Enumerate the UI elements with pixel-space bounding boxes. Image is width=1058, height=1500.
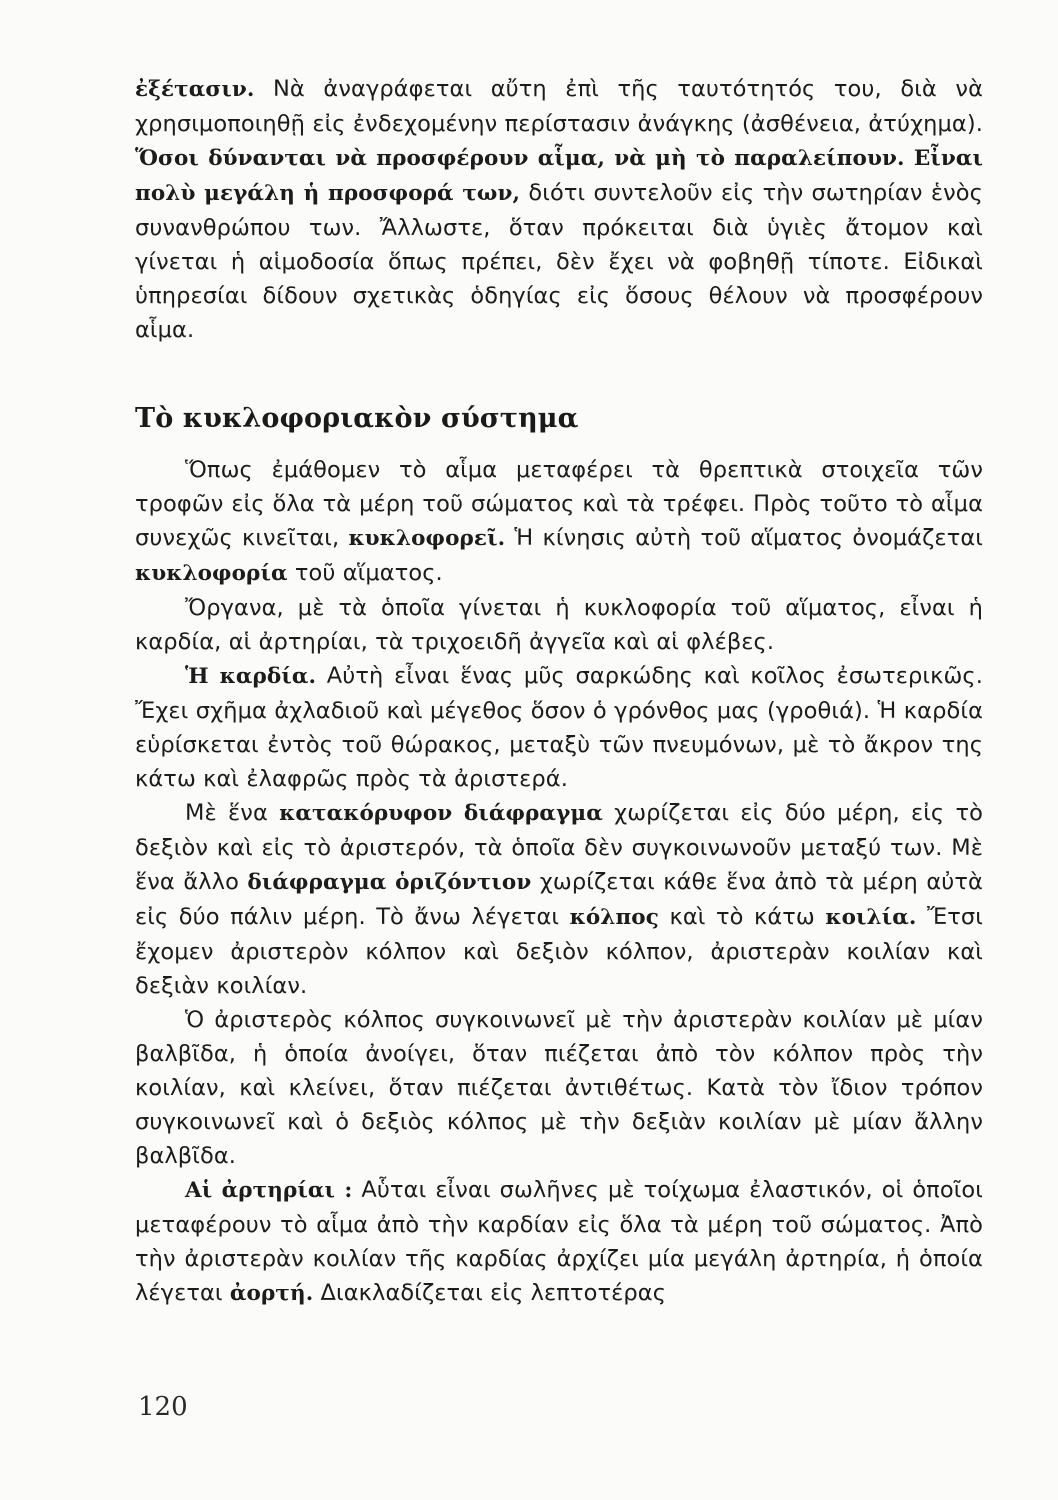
paragraph-valves: Ὁ ἀριστερὸς κόλπος συγκοινωνεῖ μὲ τὴν ἀριστερὰν κοιλίαν μὲ μίαν βαλβῖδα, ἡ ὁποία ἀνοίγει, ὅταν πιέζεται ἀπὸ τὸν κόλπον πρὸς τὴν κοιλίαν, καὶ κλείνει, ὅταν πιέζεται ἀντιθέτως. Κατὰ τὸν ἴδιον τρόπον συγκοινωνεῖ καὶ ὁ δεξιὸς κόλπος μὲ τὴν δεξιὰν κοιλίαν μὲ μίαν ἄλλην βαλβῖδα. (135, 1007, 983, 1169)
text-run: Μὲ ἕνα (185, 800, 280, 826)
text-run: Ἡ κίνησις αὐτὴ τοῦ αἵματος ὀνομάζεται (505, 525, 983, 551)
text-run: διότι συντελοῦν εἰς τὴν σωτηρίαν ἑνὸς συνανθρώπου των. Ἄλλωστε, ὅταν πρόκειται διὰ ὑγιὲς ἄτομον καὶ γίνεται ἡ αἱμοδοσία ὅπως πρέπει, δὲν ἔχει νὰ φοβηθῇ τίποτε. Εἰδικαὶ ὑπηρεσίαι δίδουν σχετικὰς ὁδηγίας εἰς ὅσους θέλουν νὰ προσφέρουν αἷμα. (135, 180, 983, 343)
bold-term: κυκλοφορία (135, 561, 288, 586)
paragraph-blood-donation (135, 72, 983, 347)
bold-term: κοιλία. (825, 905, 917, 930)
paragraph-heart (135, 659, 983, 796)
text-run: χωρίζεται εἰς δύο μέρη, εἰς τὸ δεξιὸν καὶ εἰς τὸ ἀριστερόν, τὰ ὁποῖα δὲν συγκοινωνοῦν μεταξύ των. Μὲ ἕνα ἄλλο (135, 800, 984, 895)
paragraph-arteries (135, 1173, 983, 1311)
text-run: Διακλαδίζεται εἰς λεπτοτέρας (313, 1280, 666, 1306)
bold-term: ἀορτή. (229, 1281, 314, 1306)
paragraph-organs: Ὄργανα, μὲ τὰ ὁποῖα γίνεται ἡ κυκλοφορία τοῦ αἵματος, εἶναι ἡ καρδία, αἱ ἀρτηρίαι, τὰ τριχοειδῆ ἀγγεῖα καὶ αἱ φλέβες. (135, 595, 983, 655)
bold-term: κατακόρυφον διάφραγμα (279, 801, 603, 826)
text-run: Ἔτσι ἔχομεν ἀριστερὸν κόλπον καὶ δεξιὸν κόλπον, ἀριστερὰν κοιλίαν καὶ δεξιὰν κοιλίαν. (135, 904, 984, 999)
page-number: 120 (138, 1392, 188, 1422)
text-run: Αὗται εἶναι σωλῆνες μὲ τοίχωμα ἐλαστικόν, οἱ ὁποῖοι μεταφέρουν τὸ αἷμα ἀπὸ τὴν καρδίαν εἰς ὅλα τὰ μέρη τοῦ σώματος. Ἀπὸ τὴν ἀριστερὰν κοιλίαν τῆς καρδίας ἀρχίζει μία μεγάλη ἀρτηρία, ἡ ὁποία λέγεται (135, 1177, 983, 1306)
bold-emphasis: Ὅσοι δύνανται νὰ προσφέρουν αἷμα, νὰ μὴ τὸ παραλείπουν. Εἶναι πολὺ μεγάλη ἡ προσφορά των, (135, 146, 983, 206)
section-heading: Τὸ κυκλοφοριακὸν σύστημα (135, 403, 579, 434)
body-text (135, 72, 983, 1311)
text-run: Αὐτὴ εἶναι ἕνας μῦς σαρκώδης καὶ κοῖλος ἐσωτερικῶς. Ἔχει σχῆμα ἀχλαδιοῦ καὶ μέγεθος ὅσον ὁ γρόνθος μας (γροθιά). Ἡ καρδία εὑρίσκεται ἐντὸς τοῦ θώρακος, μεταξὺ τῶν πνευμόνων, μὲ τὸ ἄκρον της κάτω καὶ ἐλαφρῶς πρὸς τὰ ἀριστερά. (135, 663, 983, 792)
text-run: χωρίζεται κάθε ἕνα ἀπὸ τὰ μέρη αὐτὰ εἰς δύο πάλιν μέρη. Τὸ ἄνω λέγεται (135, 869, 983, 930)
bold-term: Αἱ ἀρτηρίαι : (185, 1178, 353, 1203)
paragraph-diaphragm (135, 796, 983, 1003)
bold-term: διάφραγμα ὁριζόντιον (247, 870, 532, 895)
text-run: Νὰ ἀναγράφεται αὔτη ἐπὶ τῆς ταυτότητός του, διὰ νὰ χρησιμοποιηθῇ εἰς ἐνδεχομένην περίστασιν ἀνάγκης (ἀσθένεια, ἀτύχημα). (135, 76, 983, 137)
text-run: Ὅπως ἐμάθομεν τὸ αἷμα μεταφέρει τὰ θρεπτικὰ στοιχεῖα τῶν τροφῶν εἰς ὅλα τὰ μέρη τοῦ σώματος καὶ τὰ τρέφει. Πρὸς τοῦτο τὸ αἷμα συνεχῶς κινεῖται, (135, 457, 983, 551)
text-run: καὶ τὸ κάτω (658, 904, 826, 930)
bold-term: Ἡ καρδία. (185, 664, 317, 689)
bold-term: κόλπος (569, 905, 659, 930)
text-run: τοῦ αἵματος. (287, 560, 443, 586)
bold-term: κυκλοφορεῖ. (348, 526, 506, 551)
paragraph-circulation-intro (135, 453, 983, 591)
bold-term: ἐξέτασιν. (135, 77, 255, 102)
